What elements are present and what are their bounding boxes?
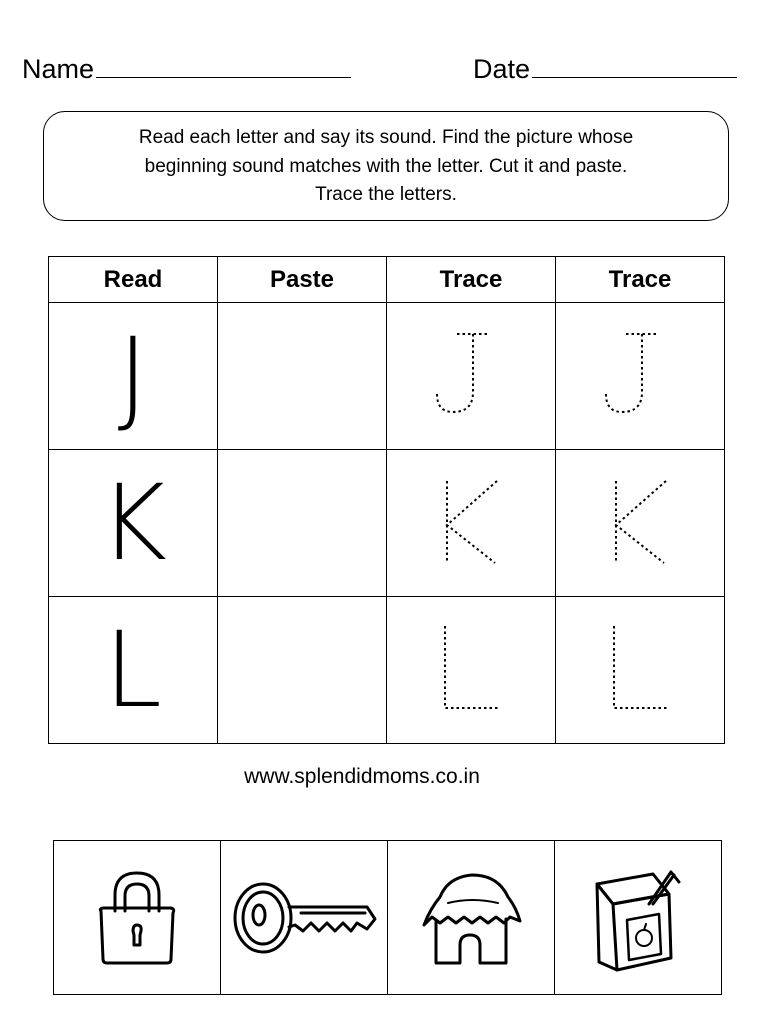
trace-cell <box>556 303 725 450</box>
table-row <box>49 450 725 597</box>
name-blank[interactable] <box>96 76 351 78</box>
trace-letter-j <box>600 326 680 426</box>
juice-box-icon <box>583 858 693 978</box>
padlock-icon <box>87 863 187 973</box>
trace-letter-l <box>600 620 680 720</box>
trace-cell <box>387 450 556 597</box>
read-cell <box>49 450 218 597</box>
read-letter: L <box>104 609 162 731</box>
read-cell <box>49 597 218 744</box>
column-header-trace: Trace <box>556 257 725 303</box>
date-field[interactable] <box>473 54 737 85</box>
column-header-trace: Trace <box>387 257 556 303</box>
column-header-read: Read <box>49 257 218 303</box>
trace-cell <box>556 450 725 597</box>
picture-cell[interactable] <box>388 841 555 995</box>
table-row <box>49 597 725 744</box>
instructions-box <box>43 111 729 221</box>
picture-cell[interactable] <box>555 841 722 995</box>
read-letter: K <box>98 462 168 584</box>
trace-letter-j <box>431 326 511 426</box>
table-row <box>49 303 725 450</box>
website-link[interactable]: www.splendidmoms.co.in <box>244 765 480 788</box>
date-label: Date <box>473 54 531 84</box>
trace-letter-k <box>600 473 680 573</box>
trace-letter-l <box>431 620 511 720</box>
letter-table <box>48 256 725 744</box>
hut-icon <box>416 863 526 973</box>
read-cell <box>49 303 218 450</box>
paste-cell[interactable] <box>218 597 387 744</box>
picture-row <box>54 841 722 995</box>
name-label: Name <box>22 54 95 84</box>
paste-cell[interactable] <box>218 450 387 597</box>
key-icon <box>229 863 379 973</box>
instruction-line: Read each letter and say its sound. Find the picture whose <box>138 127 634 148</box>
trace-letter-k <box>431 473 511 573</box>
trace-cell <box>387 597 556 744</box>
table-header-row <box>49 257 725 303</box>
instruction-line: Trace the letters. <box>315 184 457 205</box>
column-header-paste: Paste <box>218 257 387 303</box>
paste-cell[interactable] <box>218 303 387 450</box>
picture-strip <box>53 840 722 995</box>
date-blank[interactable] <box>532 76 737 78</box>
picture-cell[interactable] <box>221 841 388 995</box>
picture-cell[interactable] <box>54 841 221 995</box>
trace-cell <box>556 597 725 744</box>
trace-cell <box>387 303 556 450</box>
name-field[interactable] <box>22 54 351 85</box>
instruction-line: beginning sound matches with the letter. Cut it and paste. <box>144 155 628 177</box>
read-letter: J <box>117 315 149 437</box>
